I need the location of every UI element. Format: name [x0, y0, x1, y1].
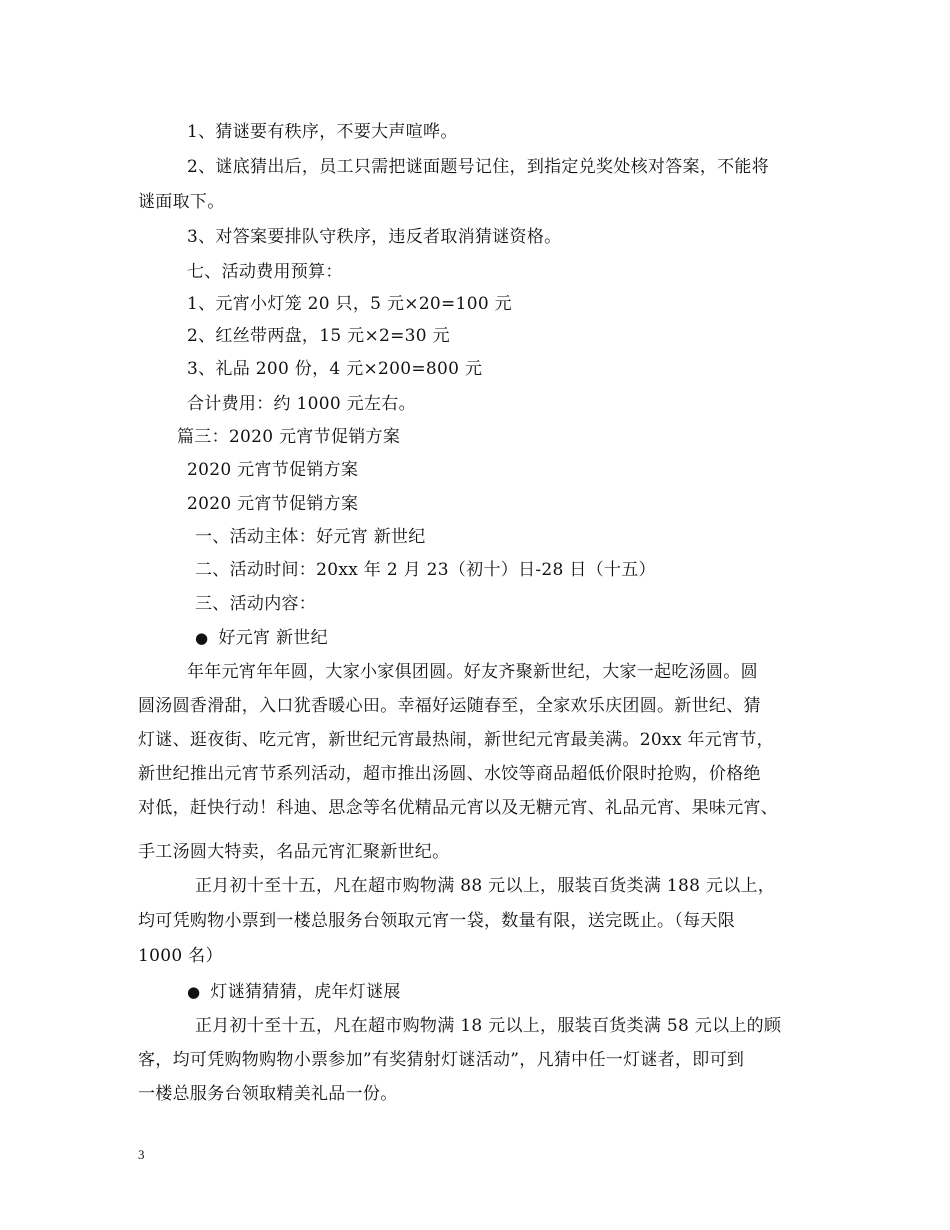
bullet-icon: ●	[187, 983, 201, 1001]
text-line: 合计费用：约 1000 元左右。	[187, 394, 416, 414]
text-line: 3、礼品 200 份，4 元×200=800 元	[187, 359, 483, 379]
document-title: 2020 元宵节促销方案	[187, 494, 359, 514]
chapter-heading: 篇三：2020 元宵节促销方案	[177, 427, 401, 447]
text-line: 均可凭购物小票到一楼总服务台领取元宵一袋，数量有限，送完既止。（每天限	[138, 911, 735, 931]
text-line: 3、对答案要排队守秩序，违反者取消猜谜资格。	[187, 227, 562, 247]
section-heading: 三、活动内容：	[195, 594, 317, 614]
bullet-heading	[187, 980, 401, 1004]
text-line: 正月初十至十五，凡在超市购物满 88 元以上，服装百货类满 188 元以上，	[195, 876, 776, 896]
section-heading: 七、活动费用预算：	[187, 262, 343, 282]
text-line: 1000 名）	[138, 946, 223, 966]
text-line: 客，均可凭购物购物小票参加”有奖猜射灯谜活动”，凡猜中任一灯谜者，即可到	[138, 1050, 745, 1070]
text-line: 1、猜谜要有秩序，不要大声喧哗。	[187, 122, 458, 142]
text-line: 2、红丝带两盘，15 元×2=30 元	[187, 326, 450, 346]
text-line: 一楼总服务台领取精美礼品一份。	[138, 1084, 398, 1104]
text-line: 手工汤圆大特卖，名品元宵汇聚新世纪。	[138, 842, 450, 862]
text-line: 1、元宵小灯笼 20 只，5 元×20=100 元	[187, 294, 512, 314]
text-line: 新世纪推出元宵节系列活动，超市推出汤圆、水饺等商品超低价限时抢购，价格绝	[138, 764, 761, 784]
text-line: 圆汤圆香滑甜，入口犹香暖心田。幸福好运随春至，全家欢乐庆团圆。新世纪、猜	[138, 696, 761, 716]
bullet-icon: ●	[195, 629, 209, 647]
text-line: 正月初十至十五，凡在超市购物满 18 元以上，服装百货类满 58 元以上的顾	[195, 1016, 782, 1036]
section-heading: 二、活动时间：20xx 年 2 月 23（初十）日-28 日（十五）	[195, 560, 656, 580]
text-line: 灯谜、逛夜街、吃元宵，新世纪元宵最热闹，新世纪元宵最美满。20xx 年元宵节，	[138, 730, 774, 750]
text-line: 2、谜底猜出后，员工只需把谜面题号记住，到指定兑奖处核对答案，不能将	[187, 157, 770, 177]
document-title: 2020 元宵节促销方案	[187, 460, 359, 480]
page-number: 3	[138, 1147, 145, 1162]
text-line: 谜面取下。	[138, 192, 225, 212]
bullet-heading-text: 好元宵 新世纪	[218, 628, 328, 648]
section-heading: 一、活动主体：好元宵 新世纪	[195, 527, 426, 547]
text-line: 年年元宵年年圆，大家小家俱团圆。好友齐聚新世纪，大家一起吃汤圆。圆	[187, 662, 758, 682]
bullet-heading	[195, 626, 328, 650]
text-line: 对低，赶快行动！科迪、思念等名优精品元宵以及无糖元宵、礼品元宵、果味元宵、	[138, 798, 779, 818]
bullet-heading-text: 灯谜猜猜猜，虎年灯谜展	[210, 982, 401, 1002]
